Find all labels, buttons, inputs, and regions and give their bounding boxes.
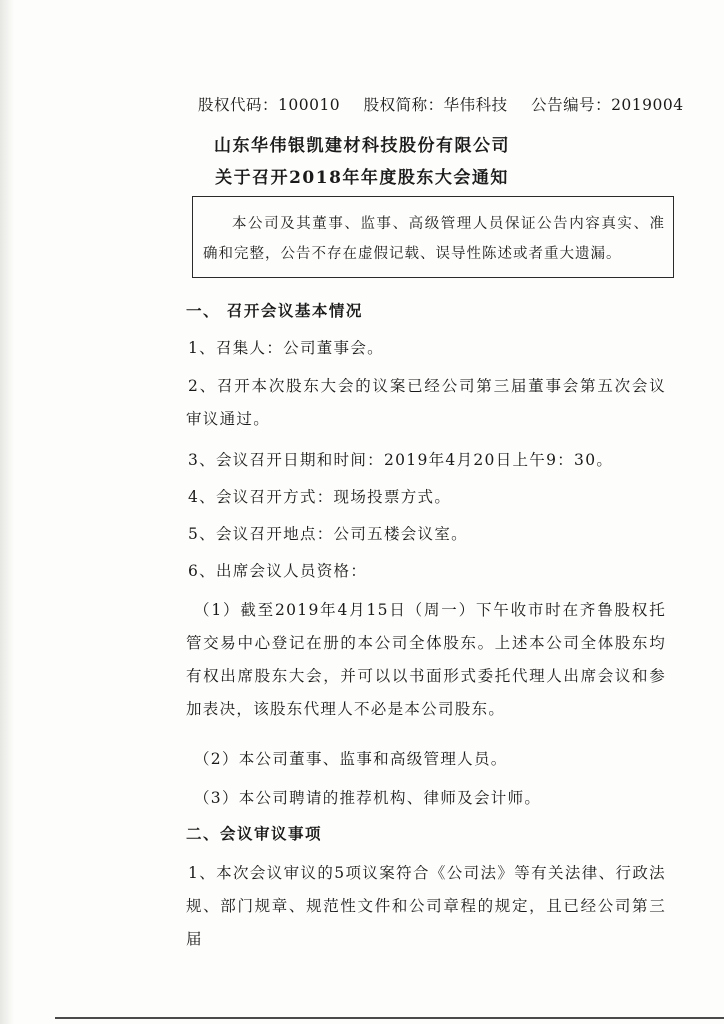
section-1-heading: 一、 召开会议基本情况 xyxy=(186,301,363,320)
section-1-item-1: 1、召集人：公司董事会。 xyxy=(188,339,384,357)
section-1-item-6-1: （1）截至2019年4月15日（周一）下午收市时在齐鲁股权托管交易中心登记在册的本公司全体股东。上述本公司全体股东均有权出席股东大会，并可以以书面形式委托代理人出席会议和参加表决，该股东代理人不必是本公司股东。 xyxy=(186,601,666,718)
section-1-item-2: 2、召开本次股东大会的议案已经公司第三届董事会第五次会议审议通过。 xyxy=(186,377,666,428)
stock-code: 股权代码：100010 xyxy=(198,96,341,114)
disclaimer-box: 本公司及其董事、监事、高级管理人员保证公告内容真实、准确和完整，公告不存在虚假记载、误导性陈述或者重大遗漏。 xyxy=(192,196,674,278)
page-bottom-rule xyxy=(55,1017,724,1019)
notice-number: 公告编号：2019004 xyxy=(531,96,684,114)
company-title: 山东华伟银凯建材科技股份有限公司 xyxy=(214,136,510,156)
section-1-item-5: 5、会议召开地点：公司五楼会议室。 xyxy=(188,525,468,543)
section-2-item-1: 1、本次会议审议的5项议案符合《公司法》等有关法律、行政法规、部门规章、规范性文件和公司章程的规定，且已经公司第三届 xyxy=(186,864,666,948)
section-1-item-6-2: （2）本公司董事、监事和高级管理人员。 xyxy=(194,750,508,768)
section-1-item-3: 3、会议召开日期和时间：2019年4月20日上午9：30。 xyxy=(188,451,614,469)
stock-short-name: 股权简称：华伟科技 xyxy=(363,96,508,114)
announcement-header xyxy=(198,93,702,115)
section-1-item-4: 4、会议召开方式：现场投票方式。 xyxy=(188,488,452,506)
section-1-item-6: 6、出席会议人员资格： xyxy=(188,562,368,580)
section-1-item-6-3: （3）本公司聘请的推荐机构、律师及会计师。 xyxy=(194,789,542,807)
notice-title: 关于召开2018年年度股东大会通知 xyxy=(215,168,509,188)
section-2-heading: 二、会议审议事项 xyxy=(186,824,323,843)
